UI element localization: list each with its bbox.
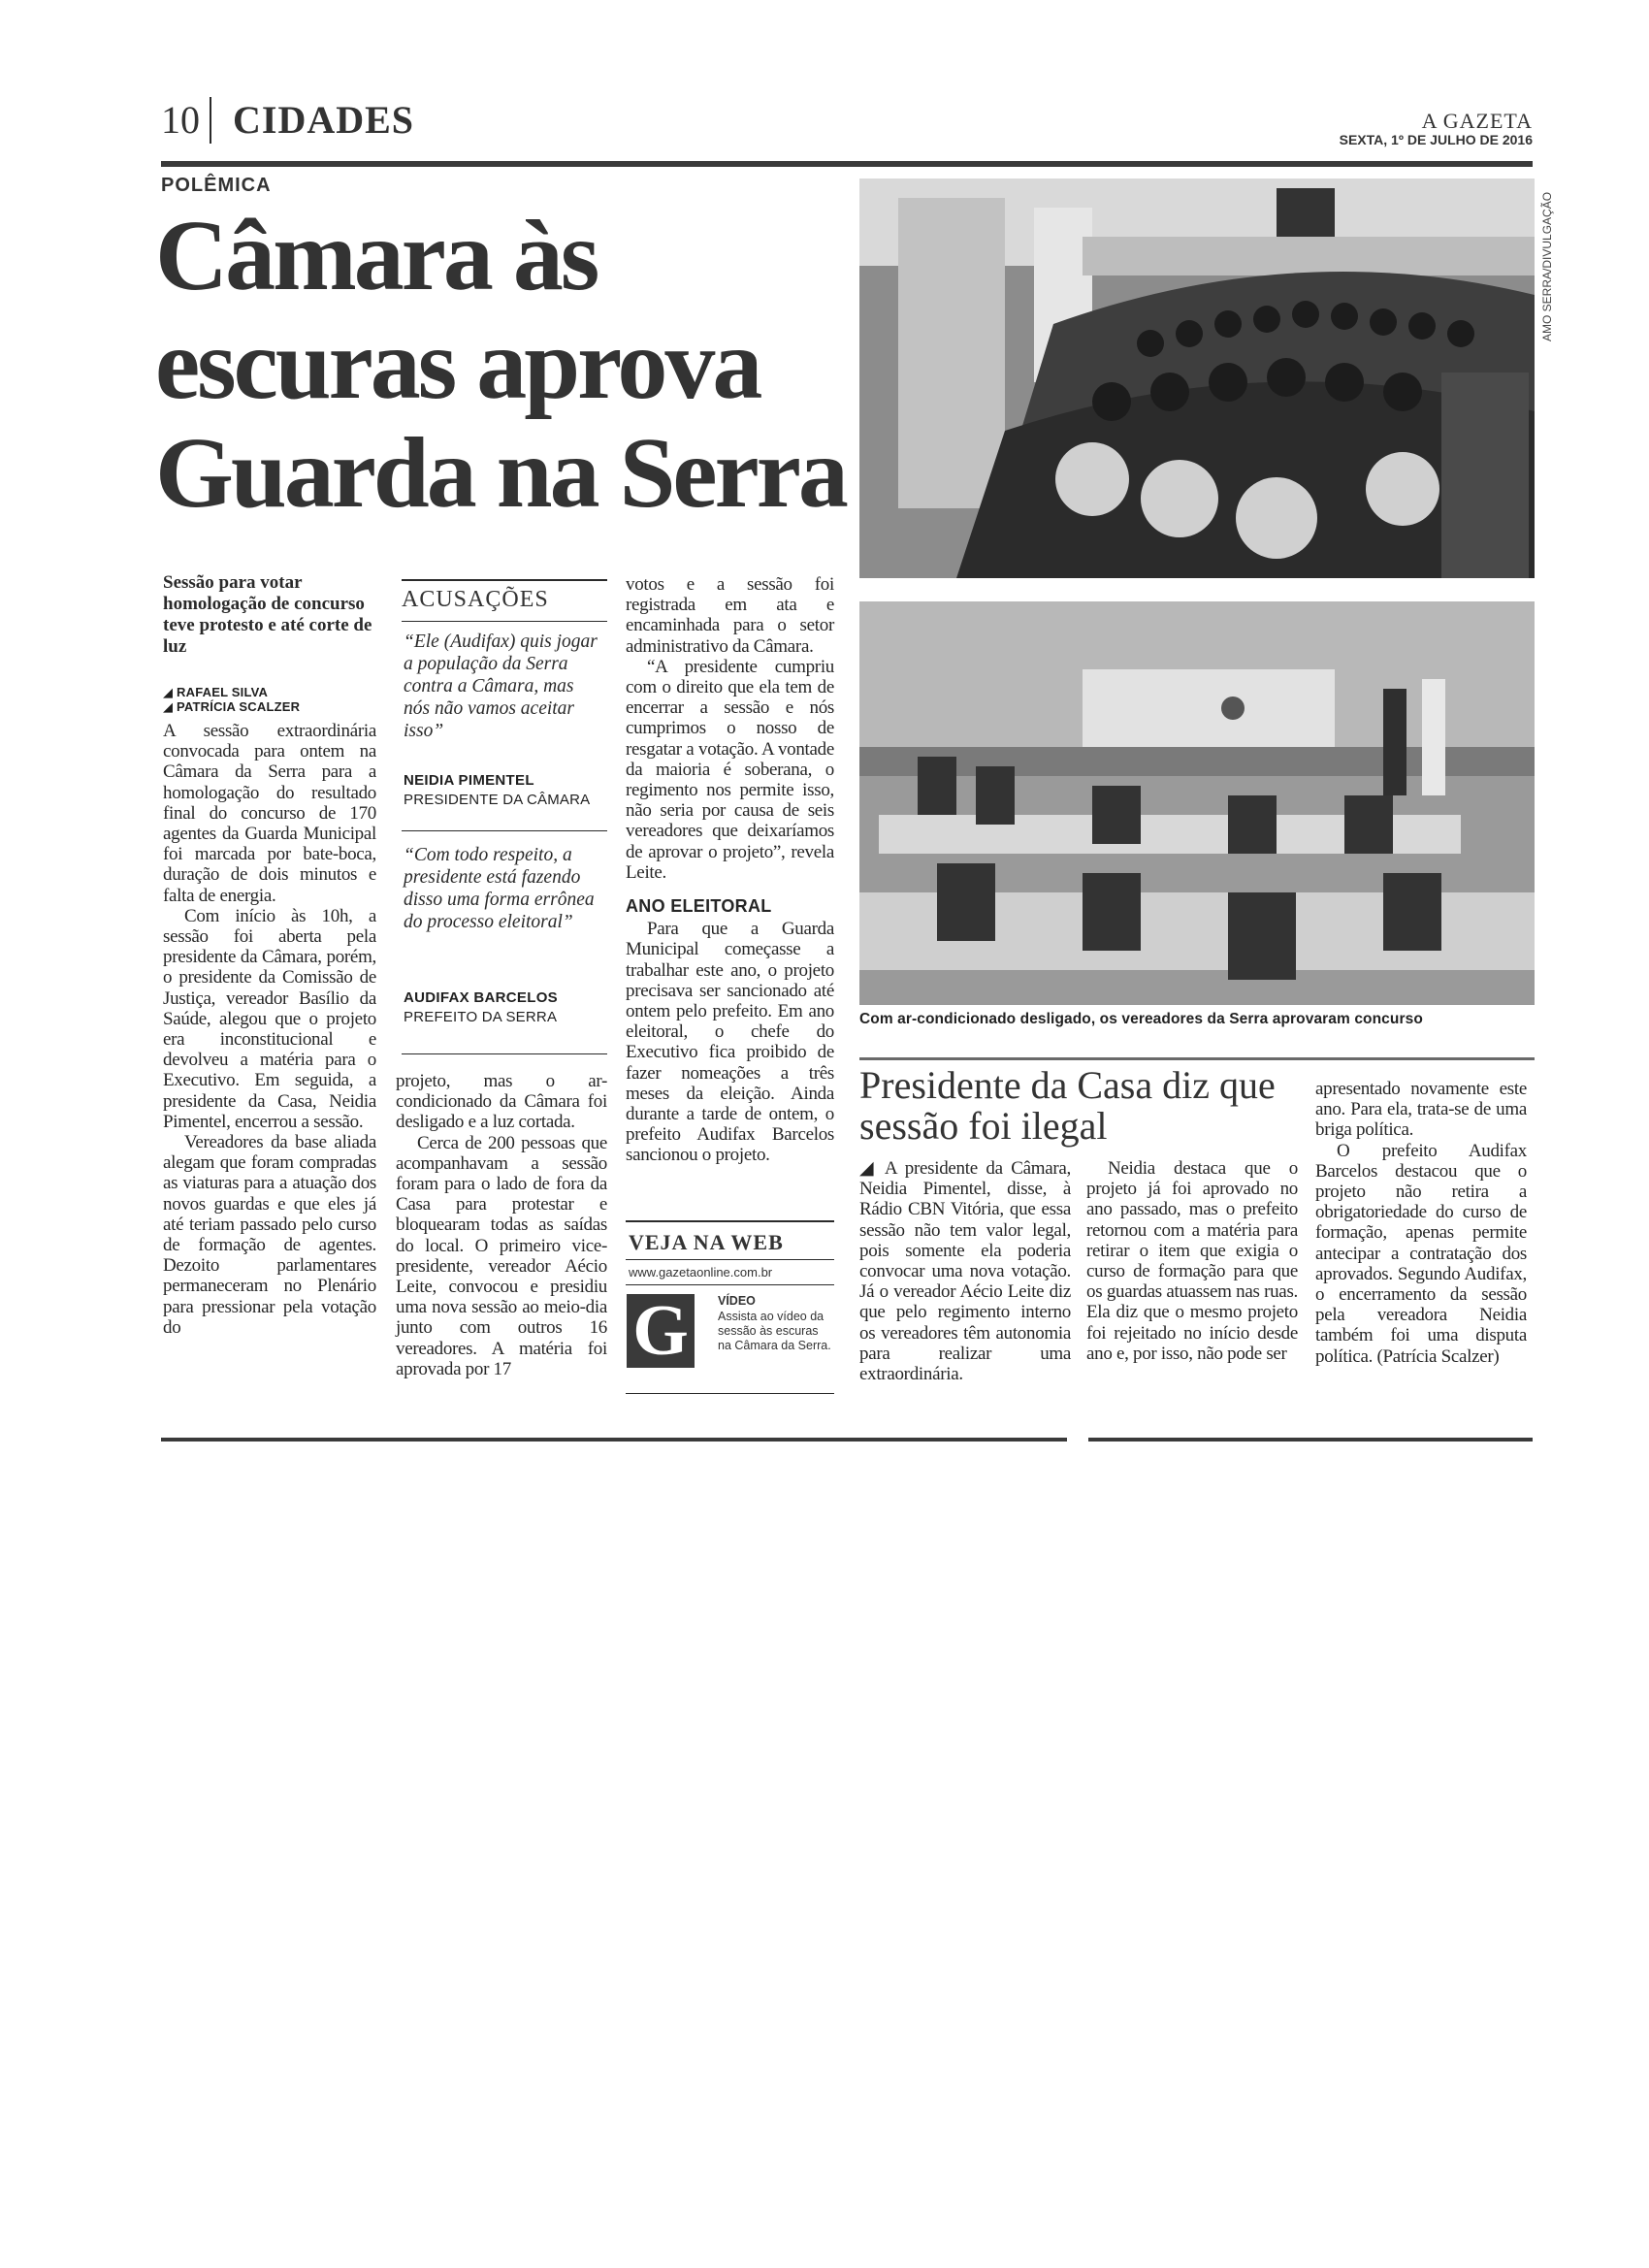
headline-line: escuras aprova [155, 308, 760, 420]
headline-line: Câmara às [155, 200, 598, 311]
header-rule [161, 161, 1533, 167]
photo-audience-drawing [859, 178, 1535, 578]
byline [163, 685, 386, 714]
side-story-column-3 [1315, 1079, 1527, 1367]
paragraph: Cerca de 200 pessoas que acompanhavam a sessão foram para o lado de fora da Casa para protestar e bloquearam todas as saídas do local. O primeiro vice-presidente, vereador Aécio Leite, convocou e presidiu uma nova sessão ao meio-dia junto com outros 16 vereadores. A matéria foi aprovada por 17 [396, 1132, 607, 1379]
photo-caption: Com ar-condicionado desligado, os vereadores da Serra aprovaram concurso [859, 1011, 1423, 1027]
article-column-3 [626, 574, 834, 1166]
accusations-bottom-rule [402, 1053, 607, 1054]
side-story-headline: Presidente da Casa diz que sessão foi ilegal [859, 1063, 1276, 1148]
accusations-top-rule [402, 579, 607, 581]
web-box-title: VEJA NA WEB [629, 1230, 784, 1254]
article-subhead: ANO ELEITORAL [626, 896, 772, 917]
paragraph: Neidia destaca que o projeto já foi aprovado no ano passado, mas o prefeito retornou com a matéria para retirar o item que exigia o curso de formação para que os guardas atuassem nas ruas. Ela diz que o mesmo projeto foi rejeitado no início desde ano e, por isso, não pode ser [1086, 1158, 1298, 1364]
paragraph: O prefeito Audifax Barcelos destacou que o projeto não retira a obrigatoriedade do curso de formação, apenas permite antecipar a contratação dos aprovados. Segundo Audifax, o encerramento da sessão pela vereadora Neidia também foi uma disputa política. (Patrícia Scalzer) [1315, 1140, 1527, 1367]
logo-letter: G [632, 1291, 689, 1371]
side-story-top-rule [859, 1057, 1535, 1060]
section-title: CIDADES [233, 98, 415, 142]
issue-date: SEXTA, 1º DE JULHO DE 2016 [1339, 132, 1533, 147]
accusation-quote-1: “Ele (Audifax) quis jogar a população da Serra contra a Câmara, mas nós não vamos aceitar isso” [404, 632, 598, 741]
accusations-title-rule [402, 621, 607, 622]
side-story-column-2 [1086, 1158, 1298, 1364]
session-photo-top [859, 178, 1535, 578]
paragraph: Com início às 10h, a sessão foi aberta pela presidente da Câmara, porém, o presidente da Comissão de Justiça, vereador Basílio da Saúde, alegou que o projeto era inconstitucional e devolveu a matéria para o Executivo. Em seguida, a presidente da Casa, Neidia Pimentel, encerrou a sessão. [163, 905, 376, 1132]
page-number: 10 [161, 98, 200, 142]
header-separator [210, 97, 211, 144]
session-photo-bottom [859, 601, 1535, 1005]
photo-credit: AMO SERRA/DIVULGAÇÃO [1540, 191, 1554, 341]
quote-role-2: PREFEITO DA SERRA [404, 1009, 558, 1025]
paragraph: “A presidente cumpriu com o direito que ela tem de encerrar a sessão e nós cumprimos o nosso de resgatar a votação. A vontade da maioria é soberana, o regimento nos permite isso, não seria por causa de seis vereadores que deixaríamos de aprovar o projeto”, revela Leite. [626, 656, 834, 883]
article-deck: Sessão para votar homologação de concurso teve protesto e até corte de luz [163, 572, 372, 657]
article-column-2 [396, 1071, 607, 1379]
paragraph: A sessão extraordinária convocada para ontem na Câmara da Serra para a homologação do resultado final do concurso de 170 agentes da Guarda Municipal foi marcada por bate-boca, duração de dois minutos e falta de energia. [163, 721, 376, 906]
accusation-quote-2: “Com todo respeito, a presidente está fazendo disso uma forma errônea do processo eleitoral” [404, 845, 595, 932]
paragraph: apresentado novamente este ano. Para ela, trata-se de uma briga política. [1315, 1079, 1527, 1141]
web-box-bottom-rule [626, 1393, 834, 1394]
article-column-1 [163, 721, 376, 1338]
web-box-url[interactable]: www.gazetaonline.com.br [629, 1265, 773, 1280]
bottom-rule-left [161, 1438, 1067, 1442]
paragraph: projeto, mas o ar-condicionado da Câmara foi desligado e a luz cortada. [396, 1071, 607, 1133]
paragraph: ◢ A presidente da Câmara, Neidia Pimentel, disse, à Rádio CBN Vitória, que essa sessão não tem valor legal, pois somente ela poderia convocar uma nova votação. Já o vereador Aécio Leite diz que pelo regimento interno os vereadores têm autonomia para realizar uma extraordinária. [859, 1158, 1071, 1385]
photo-plenary-drawing [859, 601, 1535, 1005]
side-story-column-1 [859, 1158, 1071, 1384]
quote-author-1: NEIDIA PIMENTEL [404, 772, 534, 789]
author-name: ◢ RAFAEL SILVA [163, 685, 269, 699]
web-box-url-rule [626, 1284, 834, 1285]
paragraph: Vereadores da base aliada alegam que foram compradas as viaturas para a atuação dos novos guardas e que eles já até teriam passado pelo curso de formação de agentes. Dezoito parlamentares permaneceram no Plenário para pressionar pela votação do [163, 1132, 376, 1338]
gazeta-logo-icon [627, 1291, 695, 1371]
newspaper-name: A GAZETA [1421, 109, 1533, 133]
quote-role-1: PRESIDENTE DA CÂMARA [404, 792, 591, 808]
article-kicker: POLÊMICA [161, 175, 272, 196]
web-box-top-rule [626, 1220, 834, 1222]
quote-author-2: AUDIFAX BARCELOS [404, 989, 558, 1006]
author-name: ◢ PATRÍCIA SCALZER [163, 699, 301, 714]
web-box-text: Assista ao vídeo da sessão às escuras na Câmara da Serra. [718, 1310, 831, 1352]
accusations-mid-rule [402, 830, 607, 831]
paragraph: votos e a sessão foi registrada em ata e encaminhada para o setor administrativo da Câmara. [626, 574, 834, 657]
headline-line: Guarda na Serra [155, 417, 846, 529]
web-box-label: VÍDEO [718, 1294, 756, 1308]
article-headline [155, 202, 854, 528]
bottom-rule-right [1088, 1438, 1533, 1442]
accusations-title: ACUSAÇÕES [402, 587, 549, 612]
web-box-title-rule [626, 1259, 834, 1260]
paragraph: Para que a Guarda Municipal começasse a trabalhar este ano, o projeto precisava ser sancionado até ontem pelo prefeito. Em ano eleitoral, o chefe do Executivo fica proibido de fazer nomeações a três meses da eleição. Ainda durante a tarde de ontem, o prefeito Audifax Barcelos sancionou o projeto. [626, 919, 834, 1166]
